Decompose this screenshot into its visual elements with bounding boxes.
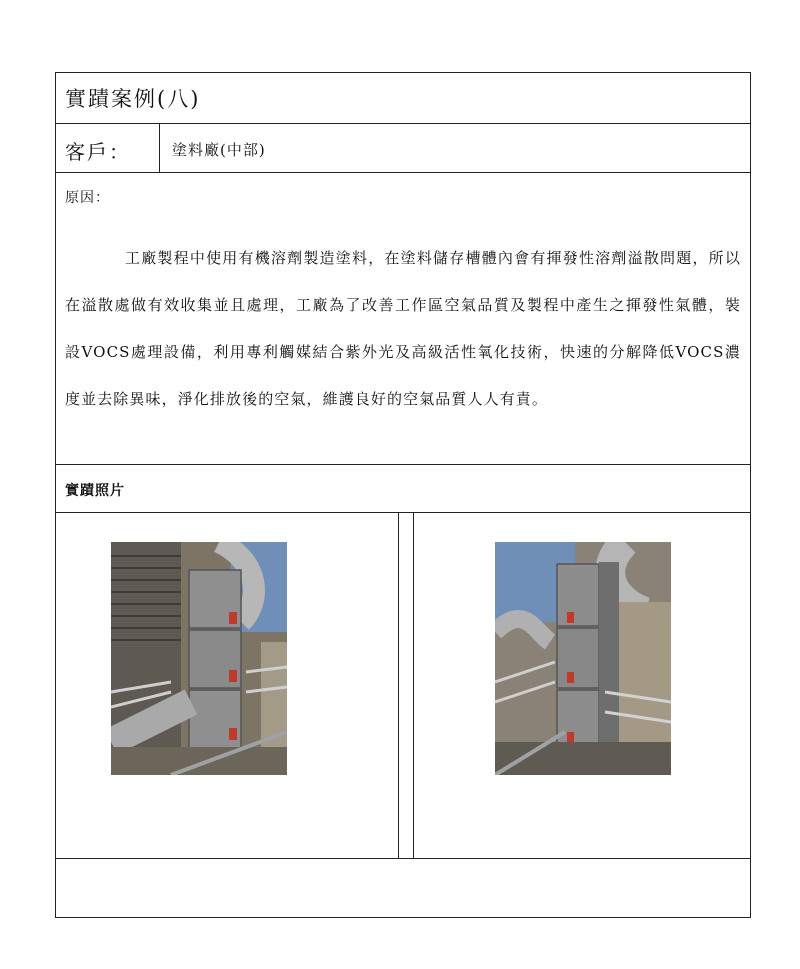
- reason-body: [65, 235, 741, 423]
- client-value: 塗料廠(中部): [172, 141, 266, 159]
- photos-row: [56, 513, 750, 859]
- reason-label: 原因：: [65, 190, 110, 206]
- reason-row: [56, 173, 750, 465]
- footer-row: [56, 859, 750, 917]
- photos-header: 實蹟照片: [65, 483, 125, 499]
- equipment-photo-1: [111, 542, 287, 775]
- client-row: [56, 124, 750, 173]
- page-title: 實蹟案例(八): [65, 87, 201, 111]
- client-divider: [159, 124, 160, 172]
- reason-paragraph: 工廠製程中使用有機溶劑製造塗料，在塗料儲存槽體內會有揮發性溶劑溢散問題，所以在溢散處做有效收集並且處理，工廠為了改善工作區空氣品質及製程中產生之揮發性氣體，裝設VOCS處理設備，利用專利觸媒結合紫外光及高級活性氧化技術，快速的分解降低VOCS濃度並去除異味，淨化排放後的空氣，維護良好的空氣品質人人有責。: [65, 249, 741, 408]
- photo-divider-left: [398, 513, 399, 858]
- photo-divider-right: [413, 513, 414, 858]
- client-label: 客戶：: [65, 140, 131, 164]
- title-row: [56, 73, 750, 124]
- case-sheet: [55, 72, 751, 918]
- photos-header-row: [56, 465, 750, 513]
- equipment-photo-2: [495, 542, 671, 775]
